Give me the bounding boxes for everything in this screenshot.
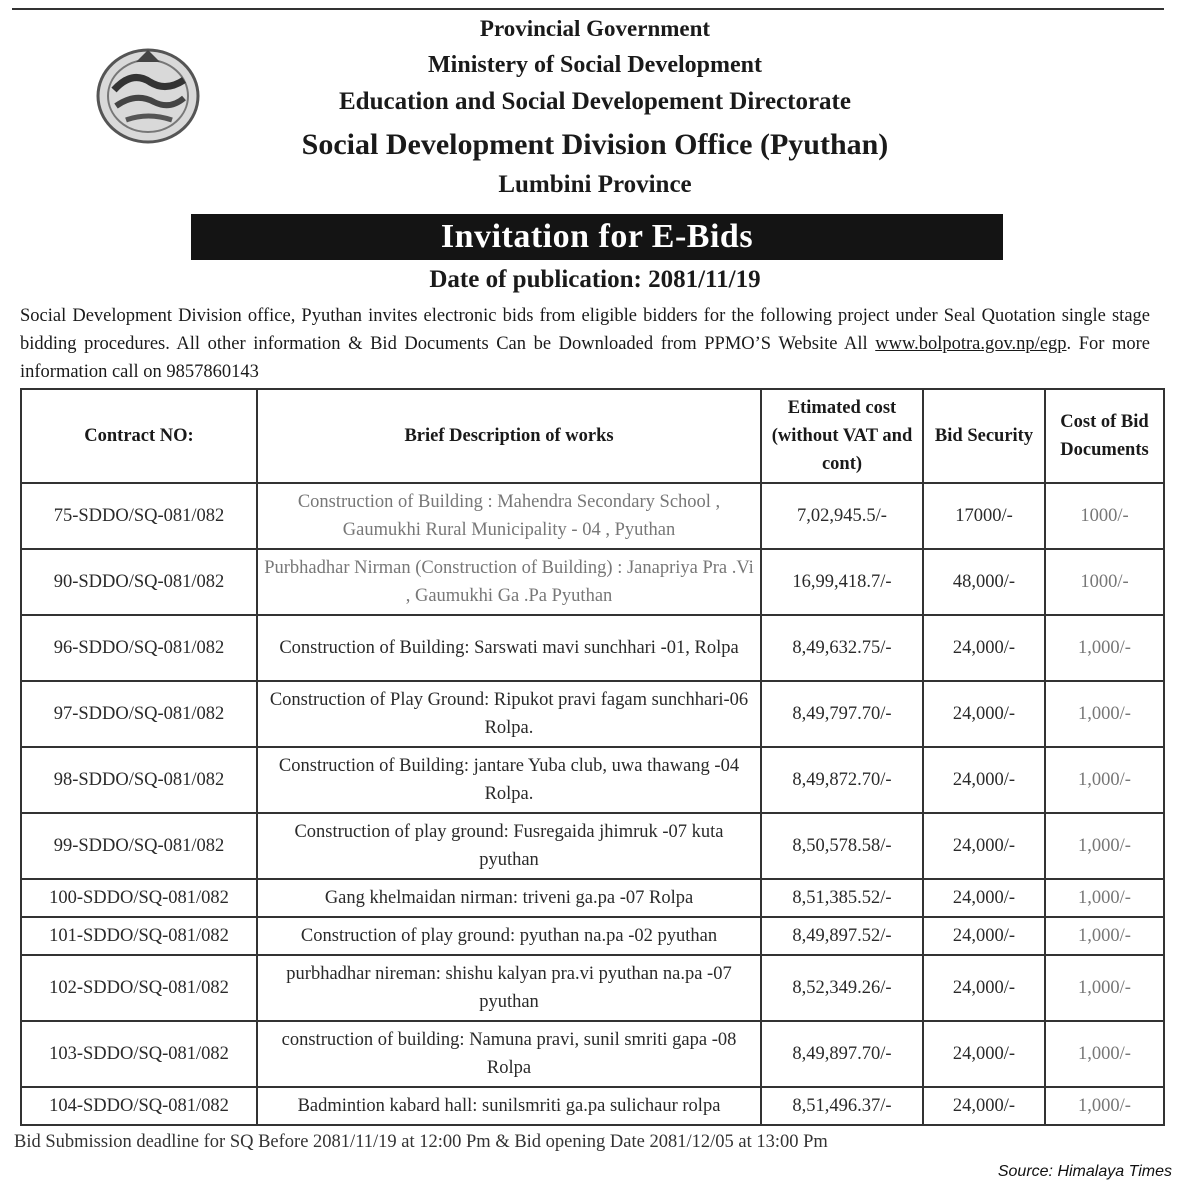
intro-contact: . For more information call on 9857860143 (20, 334, 1151, 382)
bid-security: 24,000/- (923, 615, 1045, 681)
estimated-cost: 8,49,897.70/- (761, 1021, 923, 1087)
contract-no: 101-SDDO/SQ-081/082 (21, 917, 257, 955)
contract-no: 103-SDDO/SQ-081/082 (21, 1021, 257, 1087)
work-description: Construction of Building: jantare Yuba club, uwa thawang -04 Rolpa. (257, 747, 761, 813)
publication-date: Date of publication: 2081/11/19 (429, 266, 761, 293)
header-doc-cost: Cost of Bid Documents (1045, 389, 1164, 483)
table-row (21, 747, 1164, 813)
contract-no: 98-SDDO/SQ-081/082 (21, 747, 257, 813)
work-description: Gang khelmaidan nirman: triveni ga.pa -07 Rolpa (257, 879, 761, 917)
work-description: purbhadhar nireman: shishu kalyan pra.vi pyuthan na.pa -07 pyuthan (257, 955, 761, 1021)
estimated-cost: 8,51,385.52/- (761, 879, 923, 917)
contract-no: 99-SDDO/SQ-081/082 (21, 813, 257, 879)
table-row (21, 483, 1164, 549)
invitation-banner: Invitation for E-Bids (191, 214, 1003, 260)
bid-security: 17000/- (923, 483, 1045, 549)
work-description: Construction of play ground: pyuthan na.pa -02 pyuthan (257, 917, 761, 955)
estimated-cost: 8,49,872.70/- (761, 747, 923, 813)
table-row (21, 681, 1164, 747)
header-province: Lumbini Province (498, 171, 692, 198)
table-row (21, 917, 1164, 955)
table-row (21, 549, 1164, 615)
header-provincial-government: Provincial Government (479, 16, 711, 41)
table-row (21, 615, 1164, 681)
table-header-row (21, 389, 1164, 483)
estimated-cost: 7,02,945.5/- (761, 483, 923, 549)
estimated-cost: 8,51,496.37/- (761, 1087, 923, 1125)
estimated-cost: 8,50,578.58/- (761, 813, 923, 879)
estimated-cost: 8,49,897.52/- (761, 917, 923, 955)
header-description: Brief Description of works (257, 389, 761, 483)
header-ministry: Ministery of Social Development (428, 52, 762, 78)
doc-cost: 1,000/- (1045, 955, 1164, 1021)
work-description: Construction of Building: Sarswati mavi sunchhari -01, Rolpa (257, 615, 761, 681)
estimated-cost: 8,49,797.70/- (761, 681, 923, 747)
contract-no: 102-SDDO/SQ-081/082 (21, 955, 257, 1021)
work-description: Badmintion kabard hall: sunilsmriti ga.pa sulichaur rolpa (257, 1087, 761, 1125)
contract-no: 96-SDDO/SQ-081/082 (21, 615, 257, 681)
contract-no: 75-SDDO/SQ-081/082 (21, 483, 257, 549)
doc-cost: 1,000/- (1045, 1021, 1164, 1087)
work-description: Construction of Play Ground: Ripukot pravi fagam sunchhari-06 Rolpa. (257, 681, 761, 747)
bid-security: 48,000/- (923, 549, 1045, 615)
intro-text: Social Development Division office, Pyuthan invites electronic bids from eligible bidders for the following project under Seal Quotation single stage bidding procedures. All other information & Bid Documents Can be Downloaded from PPMO’S Website All (20, 306, 1150, 354)
intro-paragraph (20, 302, 1150, 386)
doc-cost: 1,000/- (1045, 879, 1164, 917)
bid-security: 24,000/- (923, 917, 1045, 955)
estimated-cost: 16,99,418.7/- (761, 549, 923, 615)
doc-cost: 1,000/- (1045, 1087, 1164, 1125)
bid-security: 24,000/- (923, 879, 1045, 917)
bid-security: 24,000/- (923, 681, 1045, 747)
work-description: Purbhadhar Nirman (Construction of Building) : Janapriya Pra .Vi , Gaumukhi Ga .Pa Pyuthan (257, 549, 761, 615)
work-description: construction of building: Namuna pravi, sunil smriti gapa -08 Rolpa (257, 1021, 761, 1087)
contract-no: 100-SDDO/SQ-081/082 (21, 879, 257, 917)
header-estimated-cost: Etimated cost (without VAT and cont) (761, 389, 923, 483)
doc-cost: 1000/- (1045, 549, 1164, 615)
doc-cost: 1,000/- (1045, 813, 1164, 879)
header-division-office: Social Development Division Office (Pyuthan) (301, 128, 889, 161)
table-row (21, 813, 1164, 879)
table-row (21, 879, 1164, 917)
bid-security: 24,000/- (923, 1021, 1045, 1087)
doc-cost: 1000/- (1045, 483, 1164, 549)
contract-no: 104-SDDO/SQ-081/082 (21, 1087, 257, 1125)
header-contract-no: Contract NO: (21, 389, 257, 483)
estimated-cost: 8,49,632.75/- (761, 615, 923, 681)
doc-cost: 1,000/- (1045, 681, 1164, 747)
bid-deadline-note: Bid Submission deadline for SQ Before 2081/11/19 at 12:00 Pm & Bid opening Date 2081/12/05 at 13:00 Pm (14, 1132, 828, 1152)
doc-cost: 1,000/- (1045, 917, 1164, 955)
table-row (21, 1021, 1164, 1087)
doc-cost: 1,000/- (1045, 747, 1164, 813)
ppmo-website-link[interactable]: www.bolpotra.gov.np/egp (875, 334, 1067, 354)
header-directorate: Education and Social Developement Directorate (339, 88, 851, 115)
contract-no: 97-SDDO/SQ-081/082 (21, 681, 257, 747)
estimated-cost: 8,52,349.26/- (761, 955, 923, 1021)
header-bid-security: Bid Security (923, 389, 1045, 483)
work-description: Construction of play ground: Fusregaida jhimruk -07 kuta pyuthan (257, 813, 761, 879)
nepal-emblem-icon (92, 40, 204, 148)
doc-cost: 1,000/- (1045, 615, 1164, 681)
source-credit: Source: Himalaya Times (997, 1163, 1172, 1180)
bid-security: 24,000/- (923, 813, 1045, 879)
contract-no: 90-SDDO/SQ-081/082 (21, 549, 257, 615)
table-row (21, 1087, 1164, 1125)
bid-security: 24,000/- (923, 955, 1045, 1021)
bid-security: 24,000/- (923, 1087, 1045, 1125)
table-row (21, 955, 1164, 1021)
bid-security: 24,000/- (923, 747, 1045, 813)
work-description: Construction of Building : Mahendra Secondary School , Gaumukhi Rural Municipality - 04 , Pyuthan (257, 483, 761, 549)
bids-table (20, 388, 1165, 1126)
